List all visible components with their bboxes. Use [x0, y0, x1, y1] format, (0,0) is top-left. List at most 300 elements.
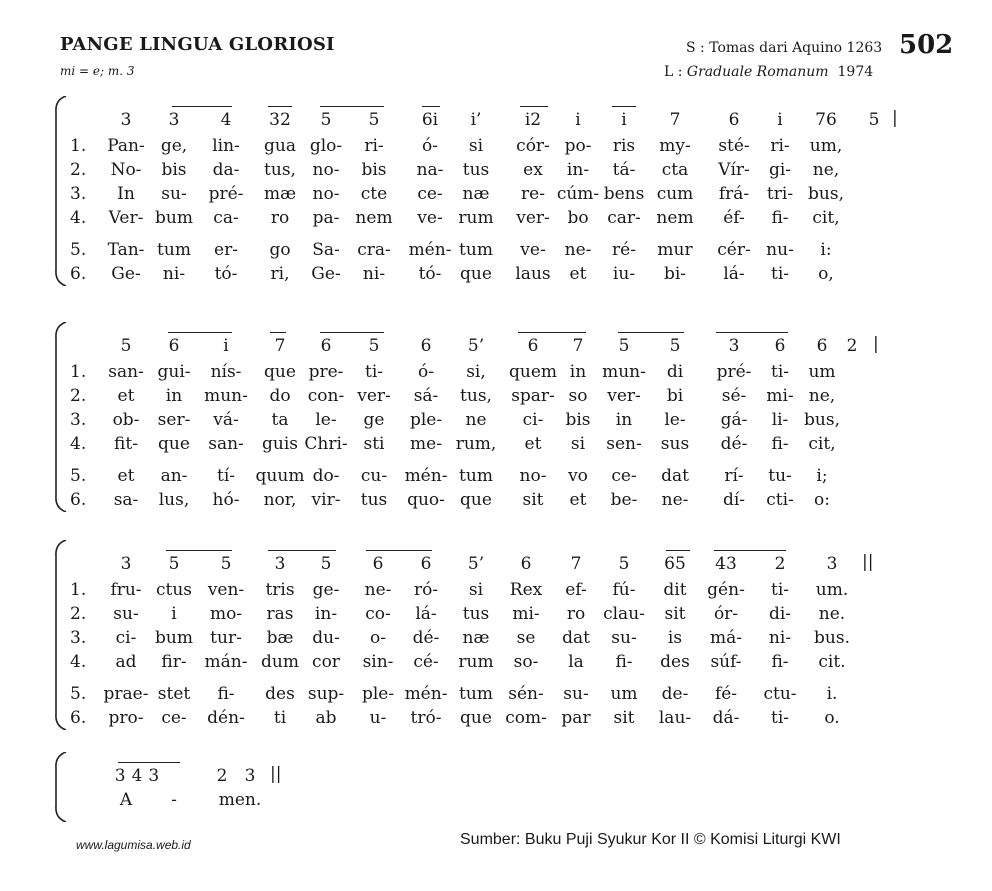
verse-line: [0, 264, 992, 286]
verse-number: 2.: [70, 604, 87, 624]
syllable: da-: [212, 160, 240, 180]
syllable: ple-: [409, 410, 443, 430]
syllable: i;: [816, 466, 828, 486]
syllable: ctus: [155, 580, 193, 600]
syllable: dat: [661, 466, 689, 486]
syllable: ne,: [812, 160, 840, 180]
syllable: um: [610, 684, 638, 704]
syllable: ti-: [364, 362, 384, 382]
syllable: ob-: [112, 410, 140, 430]
syllable: ti-: [770, 708, 790, 728]
syllable: clau-: [603, 604, 645, 624]
syllable: Sa-: [312, 240, 340, 260]
syllable: cér-: [717, 240, 751, 260]
syllable: bo: [567, 208, 589, 228]
note: 65: [664, 554, 686, 574]
note: 5: [120, 336, 132, 356]
website-link[interactable]: www.lagumisa.web.id: [76, 838, 191, 852]
syllable: fi-: [771, 208, 789, 228]
syllable: des: [265, 684, 295, 704]
note-beam: [366, 550, 432, 551]
melody-year: 1974: [837, 64, 874, 80]
syllable: ré-: [612, 240, 636, 260]
notes-row: [0, 554, 992, 576]
syllable: bum: [155, 208, 193, 228]
syllable: gá-: [720, 410, 748, 430]
syllable: le-: [664, 410, 686, 430]
amen-lyrics: [0, 790, 992, 812]
note: 76: [815, 110, 837, 130]
verse-line: [0, 386, 992, 408]
syllable: de-: [661, 684, 689, 704]
syllable: ras: [266, 604, 294, 624]
syllable: in: [569, 362, 587, 382]
syllable: tus: [462, 604, 490, 624]
note: 5’: [467, 554, 485, 574]
syllable: dí-: [722, 490, 746, 510]
syllable: bis: [565, 410, 591, 430]
syllable: an-: [160, 466, 188, 486]
hymn-title: PANGE LINGUA GLORIOSI: [60, 34, 335, 55]
note: i2: [524, 110, 542, 130]
syllable: pré-: [716, 362, 752, 382]
syllable: et: [117, 386, 135, 406]
note: 343: [114, 766, 166, 786]
verse-line: [0, 684, 992, 706]
syllable: so-: [513, 652, 539, 672]
syllable: li-: [771, 410, 789, 430]
syllable: rum: [458, 208, 494, 228]
syllable: bens: [603, 184, 645, 204]
syllable: in: [165, 386, 183, 406]
syllable: tu-: [768, 466, 792, 486]
syllable: co-: [365, 604, 391, 624]
note-beam: [320, 332, 384, 333]
verse-number: 2.: [70, 160, 87, 180]
syllable: lau-: [658, 708, 692, 728]
note: 6: [420, 554, 432, 574]
syllable: sá-: [413, 386, 439, 406]
note: 2: [846, 336, 858, 356]
note: 3: [728, 336, 740, 356]
syllable: ris: [612, 136, 636, 156]
note: 5: [220, 554, 232, 574]
verse-number: 3.: [70, 410, 87, 430]
syllable: que: [158, 434, 190, 454]
verse-number: 5.: [70, 466, 87, 486]
note: 7: [669, 110, 681, 130]
syllable: dum: [261, 652, 299, 672]
syllable: quum: [255, 466, 305, 486]
syllable: fi-: [217, 684, 235, 704]
syllable: pa-: [312, 208, 340, 228]
verse-line: [0, 362, 992, 384]
verse-line: [0, 580, 992, 602]
syllable: mun-: [204, 386, 248, 406]
syllable: éf-: [723, 208, 745, 228]
syllable: Rex: [509, 580, 543, 600]
verse-line: [0, 136, 992, 158]
note-beam: [166, 550, 232, 551]
syllable: tum: [459, 466, 493, 486]
syllable: fir-: [161, 652, 187, 672]
syllable: ri,: [270, 264, 290, 284]
syllable: A: [119, 790, 133, 810]
syllable: no-: [312, 184, 340, 204]
syllable: ó-: [422, 136, 438, 156]
syllable: bus.: [814, 628, 850, 648]
syllable: tris: [265, 580, 295, 600]
syllable: ni-: [362, 264, 386, 284]
lyrics-credit: S : Tomas dari Aquino 1263: [686, 40, 883, 56]
note: i: [621, 110, 627, 130]
note: 2: [774, 554, 786, 574]
syllable: sin-: [362, 652, 394, 672]
syllable: frá-: [718, 184, 750, 204]
syllable: ne.: [818, 604, 846, 624]
syllable: spar-: [511, 386, 555, 406]
note-beam: [268, 106, 292, 107]
syllable: me-: [410, 434, 442, 454]
syllable: no-: [312, 160, 340, 180]
syllable: di: [666, 362, 684, 382]
syllable: mán-: [204, 652, 248, 672]
syllable: in-: [566, 160, 590, 180]
syllable: má-: [710, 628, 742, 648]
syllable: be-: [610, 490, 638, 510]
syllable: tí-: [216, 466, 236, 486]
syllable: cúm-: [556, 184, 600, 204]
syllable: sit: [613, 708, 635, 728]
verse-number: 1.: [70, 362, 87, 382]
syllable: ce-: [417, 184, 443, 204]
syllable: la: [568, 652, 584, 672]
note: 6i: [421, 110, 439, 130]
verse-line: [0, 434, 992, 456]
syllable: ver-: [357, 386, 391, 406]
verse-line: [0, 490, 992, 512]
syllable: prae-: [103, 684, 149, 704]
syllable: sén-: [508, 684, 544, 704]
syllable: Ver-: [108, 208, 144, 228]
note: 5: [618, 554, 630, 574]
note: 3: [826, 554, 838, 574]
syllable: ce-: [161, 708, 187, 728]
syllable: my-: [659, 136, 691, 156]
syllable: si: [570, 434, 586, 454]
syllable: ne-: [564, 240, 592, 260]
syllable: que: [460, 708, 492, 728]
syllable: cu-: [360, 466, 388, 486]
note: 3: [120, 110, 132, 130]
note: 5: [320, 110, 332, 130]
note: 5: [368, 336, 380, 356]
syllable: fi-: [615, 652, 633, 672]
verse-number: 5.: [70, 684, 87, 704]
syllable: com-: [505, 708, 547, 728]
verse-number: 1.: [70, 136, 87, 156]
syllable: sit: [522, 490, 544, 510]
syllable: di-: [768, 604, 792, 624]
syllable: ad: [115, 652, 137, 672]
syllable: ver-: [607, 386, 641, 406]
melody-credit: [664, 64, 873, 80]
note-beam: [716, 332, 788, 333]
syllable: i: [171, 604, 177, 624]
syllable: is: [667, 628, 683, 648]
syllable: sé-: [721, 386, 747, 406]
syllable: cor: [312, 652, 340, 672]
barline: |: [892, 108, 898, 128]
syllable: ne-: [364, 580, 392, 600]
syllable: guis: [262, 434, 298, 454]
syllable: san-: [108, 362, 144, 382]
syllable: fru-: [110, 580, 142, 600]
note: 4: [220, 110, 232, 130]
syllable: næ: [462, 184, 490, 204]
note: 5: [868, 110, 880, 130]
note: 6: [168, 336, 180, 356]
verse-line: [0, 184, 992, 206]
syllable: dé-: [412, 628, 440, 648]
syllable: dá-: [712, 708, 740, 728]
note-beam: [320, 106, 384, 107]
syllable: sit: [664, 604, 686, 624]
syllable: su-: [113, 604, 139, 624]
syllable: bis: [161, 160, 187, 180]
syllable: san-: [208, 434, 244, 454]
syllable: ne,: [808, 386, 836, 406]
note: 32: [269, 110, 291, 130]
syllable: bi-: [663, 264, 687, 284]
syllable: gui-: [157, 362, 191, 382]
verse-number: 4.: [70, 208, 87, 228]
syllable: sup-: [307, 684, 345, 704]
syllable: Chri-: [304, 434, 348, 454]
syllable: quem: [508, 362, 558, 382]
source-credit: Sumber: Buku Puji Syukur Kor II © Komisi Liturgi KWI: [460, 831, 841, 848]
syllable: gén-: [707, 580, 745, 600]
syllable: um: [808, 362, 836, 382]
note: 5: [669, 336, 681, 356]
syllable: Vír-: [718, 160, 750, 180]
syllable: ple-: [361, 684, 395, 704]
note: i: [223, 336, 229, 356]
syllable: i:: [820, 240, 832, 260]
note-beam: [520, 106, 548, 107]
note: i’: [470, 110, 482, 130]
syllable: ro: [270, 208, 290, 228]
syllable: se: [516, 628, 536, 648]
syllable: in-: [314, 604, 338, 624]
note: i: [777, 110, 783, 130]
syllable: cit.: [818, 652, 846, 672]
note: 43: [715, 554, 737, 574]
syllable: ci-: [522, 410, 544, 430]
syllable: lá-: [723, 264, 745, 284]
syllable: bæ: [266, 628, 294, 648]
syllable: du-: [312, 628, 340, 648]
syllable: dit: [663, 580, 687, 600]
syllable: ór-: [713, 604, 739, 624]
syllable: po-: [564, 136, 592, 156]
syllable: ser-: [157, 410, 191, 430]
note: 3: [274, 554, 286, 574]
syllable: glo-: [309, 136, 343, 156]
syllable: o:: [814, 490, 830, 510]
syllable: le-: [315, 410, 337, 430]
syllable: su-: [161, 184, 187, 204]
note: 6: [372, 554, 384, 574]
syllable: ta: [271, 410, 289, 430]
syllable: que: [460, 264, 492, 284]
syllable: cta: [661, 160, 689, 180]
verse-number: 4.: [70, 652, 87, 672]
syllable: sté-: [718, 136, 750, 156]
syllable: nís-: [210, 362, 242, 382]
syllable: ró-: [413, 580, 439, 600]
syllable: do-: [312, 466, 340, 486]
verse-number: 6.: [70, 708, 87, 728]
syllable: lá-: [415, 604, 437, 624]
syllable: vir-: [311, 490, 341, 510]
verse-line: [0, 628, 992, 650]
note-beam: [118, 762, 180, 763]
syllable: súf-: [710, 652, 742, 672]
syllable: u-: [369, 708, 387, 728]
note-beam: [666, 550, 690, 551]
syllable: mén-: [408, 240, 452, 260]
syllable: fi-: [771, 652, 789, 672]
syllable: in: [615, 410, 633, 430]
syllable: ni-: [768, 628, 792, 648]
note: 5: [618, 336, 630, 356]
syllable: ri-: [770, 136, 790, 156]
syllable: go: [269, 240, 291, 260]
syllable: cór-: [516, 136, 550, 156]
syllable: ó-: [418, 362, 434, 382]
syllable: nem: [355, 208, 393, 228]
syllable: pre-: [308, 362, 344, 382]
syllable: re-: [521, 184, 545, 204]
syllable: o.: [824, 708, 840, 728]
syllable: mur: [657, 240, 693, 260]
syllable: ab: [315, 708, 337, 728]
syllable: Pan-: [107, 136, 145, 156]
syllable: que: [460, 490, 492, 510]
syllable: no-: [519, 466, 547, 486]
syllable: sus: [660, 434, 690, 454]
notes-row: [0, 336, 992, 358]
syllable: tus,: [264, 160, 296, 180]
syllable: ge: [363, 410, 385, 430]
note: 3: [120, 554, 132, 574]
verse-line: [0, 604, 992, 626]
syllable: gi-: [768, 160, 792, 180]
syllable: et: [524, 434, 542, 454]
syllable: tus: [462, 160, 490, 180]
syllable: bis: [361, 160, 387, 180]
syllable: nem: [656, 208, 694, 228]
note-beam: [268, 550, 336, 551]
verse-number: 2.: [70, 386, 87, 406]
syllable: tá-: [612, 160, 636, 180]
syllable: tus,: [460, 386, 492, 406]
syllable: sa-: [113, 490, 139, 510]
syllable: ctu-: [763, 684, 797, 704]
syllable: -: [171, 790, 177, 810]
syllable: ge-: [312, 580, 340, 600]
syllable: i.: [826, 684, 838, 704]
melody-credit-prefix: L :: [664, 64, 687, 80]
syllable: con-: [307, 386, 345, 406]
syllable: bi: [666, 386, 684, 406]
syllable: mæ: [263, 184, 297, 204]
syllable: fi-: [771, 434, 789, 454]
syllable: o-: [370, 628, 386, 648]
verse-line: [0, 208, 992, 230]
syllable: pro-: [108, 708, 144, 728]
note-beam: [714, 550, 786, 551]
verse-number: 6.: [70, 490, 87, 510]
note: i: [575, 110, 581, 130]
syllable: cé-: [413, 652, 439, 672]
syllable: tri-: [766, 184, 794, 204]
verse-line: [0, 708, 992, 730]
syllable: rum,: [455, 434, 497, 454]
syllable: fé-: [714, 684, 738, 704]
barline: ||: [270, 764, 282, 784]
syllable: ti-: [770, 264, 790, 284]
syllable: si: [468, 136, 484, 156]
syllable: cum: [656, 184, 694, 204]
note-beam: [168, 332, 232, 333]
syllable: tum: [459, 684, 493, 704]
syllable: fit-: [114, 434, 138, 454]
key-signature: mi = e; m. 3: [60, 64, 135, 78]
hymn-number: 502: [899, 30, 954, 60]
syllable: bus,: [804, 410, 840, 430]
note-beam: [422, 106, 440, 107]
note-beam: [270, 332, 286, 333]
syllable: In: [117, 184, 135, 204]
verse-number: 5.: [70, 240, 87, 260]
syllable: ex: [523, 160, 543, 180]
note-beam: [618, 332, 684, 333]
note: 3: [244, 766, 256, 786]
syllable: bum: [155, 628, 193, 648]
note: 6: [816, 336, 828, 356]
syllable: fú-: [612, 580, 636, 600]
syllable: pré-: [208, 184, 244, 204]
note: 5: [368, 110, 380, 130]
syllable: et: [569, 490, 587, 510]
syllable: do: [269, 386, 291, 406]
syllable: ri-: [364, 136, 384, 156]
syllable: Ge-: [311, 264, 341, 284]
note: 6: [320, 336, 332, 356]
syllable: hó-: [212, 490, 240, 510]
syllable: cti-: [766, 490, 794, 510]
notes-row: [0, 110, 992, 132]
note: 7: [572, 336, 584, 356]
syllable: tó-: [418, 264, 442, 284]
syllable: car-: [607, 208, 641, 228]
verse-number: 4.: [70, 434, 87, 454]
verse-number: 3.: [70, 184, 87, 204]
syllable: dén-: [207, 708, 245, 728]
syllable: mi-: [766, 386, 794, 406]
